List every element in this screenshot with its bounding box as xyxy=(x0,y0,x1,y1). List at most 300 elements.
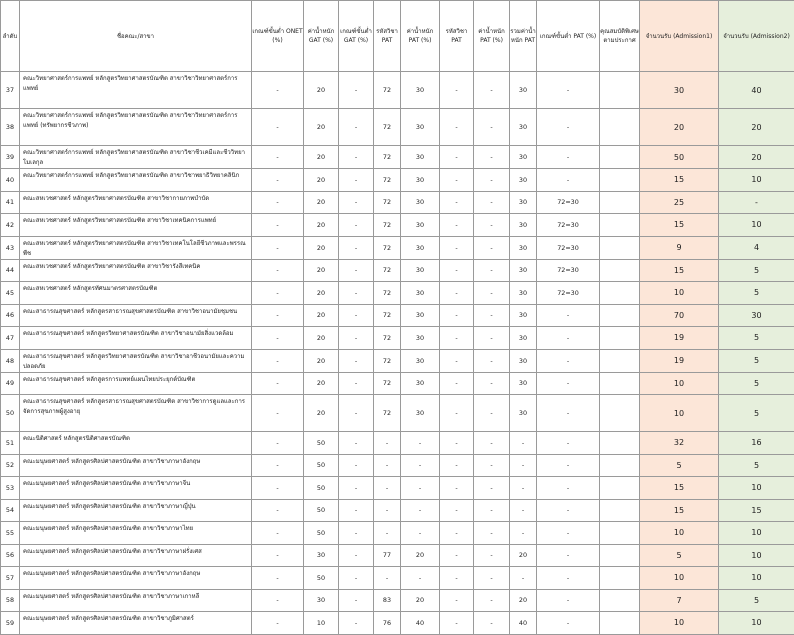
cell-admission1: 15 xyxy=(640,499,719,522)
cell-name: คณะสาธารณสุขศาสตร์ หลักสูตรวิทยาศาสตรบัณฑิต สาขาวิชาอนามัยสิ่งแวดล้อม xyxy=(20,327,252,350)
cell-pat-a-weight: 30 xyxy=(401,282,440,305)
cell-pat-b-subject: - xyxy=(440,432,474,455)
cell-pat-min: 72=30 xyxy=(537,191,600,214)
cell-admission2: 16 xyxy=(719,432,794,455)
cell-pat-total-weight: 30 xyxy=(510,395,537,432)
cell-pat-b-subject: - xyxy=(440,259,474,282)
cell-special xyxy=(600,109,640,146)
cell-admission1: 20 xyxy=(640,109,719,146)
cell-pat-a-weight: - xyxy=(401,522,440,545)
cell-gat-weight: 20 xyxy=(304,236,339,259)
cell-pat-total-weight: - xyxy=(510,454,537,477)
cell-pat-total-weight: 30 xyxy=(510,72,537,109)
cell-name: คณะวิทยาศาสตร์การแพทย์ หลักสูตรวิทยาศาสตรบัณฑิต สาขาวิชาวิทยาศาสตร์การแพทย์ (ทรัพยากรชีวภาพ) xyxy=(20,109,252,146)
header-admission1: จำนวนรับ (Admission1) xyxy=(640,1,719,72)
cell-pat-b-subject: - xyxy=(440,544,474,567)
cell-pat-b-weight: - xyxy=(474,544,510,567)
cell-gat-weight: 20 xyxy=(304,259,339,282)
cell-pat-a-subject: 72 xyxy=(374,109,401,146)
cell-name: คณะมนุษยศาสตร์ หลักสูตรศิลปศาสตรบัณฑิต สาขาวิชาภาษาไทย xyxy=(20,522,252,545)
cell-seq: 43 xyxy=(1,236,20,259)
cell-pat-min: - xyxy=(537,395,600,432)
cell-seq: 54 xyxy=(1,499,20,522)
cell-pat-total-weight: 30 xyxy=(510,327,537,350)
cell-pat-min: - xyxy=(537,499,600,522)
cell-pat-min: - xyxy=(537,327,600,350)
cell-pat-min: - xyxy=(537,477,600,500)
cell-gat-min: - xyxy=(339,304,374,327)
cell-gat-min: - xyxy=(339,72,374,109)
cell-admission1: 10 xyxy=(640,567,719,590)
cell-pat-b-weight: - xyxy=(474,236,510,259)
cell-gat-min: - xyxy=(339,282,374,305)
cell-onet-min: - xyxy=(252,499,304,522)
cell-admission1: 9 xyxy=(640,236,719,259)
cell-pat-total-weight: 30 xyxy=(510,236,537,259)
cell-gat-min: - xyxy=(339,259,374,282)
cell-seq: 38 xyxy=(1,109,20,146)
cell-pat-total-weight: - xyxy=(510,432,537,455)
cell-seq: 37 xyxy=(1,72,20,109)
cell-name: คณะนิติศาสตร์ หลักสูตรนิติศาสตรบัณฑิต xyxy=(20,432,252,455)
cell-pat-min: - xyxy=(537,544,600,567)
cell-seq: 52 xyxy=(1,454,20,477)
cell-name: คณะสาธารณสุขศาสตร์ หลักสูตรสาธารณสุขศาสตรบัณฑิต สาขาวิชาอนามัยชุมชน xyxy=(20,304,252,327)
cell-pat-a-subject: 72 xyxy=(374,259,401,282)
cell-pat-a-subject: 72 xyxy=(374,169,401,192)
cell-pat-total-weight: 30 xyxy=(510,282,537,305)
cell-pat-a-weight: - xyxy=(401,499,440,522)
cell-onet-min: - xyxy=(252,589,304,612)
cell-pat-b-weight: - xyxy=(474,349,510,372)
cell-pat-b-weight: - xyxy=(474,454,510,477)
cell-pat-b-subject: - xyxy=(440,522,474,545)
cell-pat-total-weight: 30 xyxy=(510,109,537,146)
cell-seq: 45 xyxy=(1,282,20,305)
cell-pat-a-weight: - xyxy=(401,454,440,477)
cell-gat-weight: 20 xyxy=(304,109,339,146)
table-row xyxy=(1,191,794,214)
cell-pat-total-weight: - xyxy=(510,477,537,500)
cell-gat-weight: 30 xyxy=(304,544,339,567)
cell-pat-b-weight: - xyxy=(474,589,510,612)
cell-onet-min: - xyxy=(252,567,304,590)
cell-special xyxy=(600,567,640,590)
cell-admission2: 10 xyxy=(719,477,794,500)
cell-special xyxy=(600,169,640,192)
cell-name: คณะวิทยาศาสตร์การแพทย์ หลักสูตรวิทยาศาสตรบัณฑิต สาขาวิชาพยาธิวิทยาคลินิก xyxy=(20,169,252,192)
cell-pat-min: - xyxy=(537,349,600,372)
cell-gat-weight: 30 xyxy=(304,589,339,612)
cell-onet-min: - xyxy=(252,349,304,372)
cell-admission2: 5 xyxy=(719,395,794,432)
cell-pat-min: - xyxy=(537,567,600,590)
cell-pat-a-weight: 30 xyxy=(401,146,440,169)
cell-pat-min: 72=30 xyxy=(537,282,600,305)
cell-onet-min: - xyxy=(252,214,304,237)
cell-name: คณะวิทยาศาสตร์การแพทย์ หลักสูตรวิทยาศาสตรบัณฑิต สาขาวิชาวิทยาศาสตร์การแพทย์ xyxy=(20,72,252,109)
cell-pat-a-weight: 20 xyxy=(401,589,440,612)
cell-admission2: 5 xyxy=(719,589,794,612)
header-admission2: จำนวนรับ (Admission2) xyxy=(719,1,794,72)
cell-pat-b-weight: - xyxy=(474,109,510,146)
cell-pat-a-subject: 72 xyxy=(374,372,401,395)
cell-pat-a-subject: 72 xyxy=(374,282,401,305)
table-row xyxy=(1,109,794,146)
cell-admission2: 10 xyxy=(719,169,794,192)
cell-onet-min: - xyxy=(252,612,304,635)
cell-admission2: 4 xyxy=(719,236,794,259)
cell-gat-weight: 20 xyxy=(304,72,339,109)
cell-pat-b-subject: - xyxy=(440,214,474,237)
cell-admission2: 10 xyxy=(719,522,794,545)
table-header xyxy=(1,1,794,72)
cell-pat-min: 72=30 xyxy=(537,259,600,282)
cell-seq: 57 xyxy=(1,567,20,590)
cell-admission2: 20 xyxy=(719,109,794,146)
cell-special xyxy=(600,477,640,500)
cell-admission1: 15 xyxy=(640,214,719,237)
cell-admission1: 70 xyxy=(640,304,719,327)
cell-gat-min: - xyxy=(339,146,374,169)
cell-pat-total-weight: 30 xyxy=(510,304,537,327)
cell-special xyxy=(600,395,640,432)
cell-pat-a-weight: 30 xyxy=(401,395,440,432)
cell-seq: 53 xyxy=(1,477,20,500)
cell-admission1: 50 xyxy=(640,146,719,169)
header-pat-b-weight: ค่าน้ำหนัก PAT (%) xyxy=(474,1,510,72)
cell-pat-a-subject: 72 xyxy=(374,395,401,432)
cell-pat-min: - xyxy=(537,109,600,146)
table-row xyxy=(1,349,794,372)
cell-gat-weight: 20 xyxy=(304,282,339,305)
cell-admission2: 10 xyxy=(719,612,794,635)
cell-admission2: 10 xyxy=(719,544,794,567)
cell-seq: 46 xyxy=(1,304,20,327)
cell-gat-min: - xyxy=(339,544,374,567)
cell-admission1: 15 xyxy=(640,259,719,282)
cell-pat-b-weight: - xyxy=(474,432,510,455)
header-name: ชื่อคณะ/สาขา xyxy=(20,1,252,72)
cell-pat-b-weight: - xyxy=(474,304,510,327)
cell-pat-a-weight: 30 xyxy=(401,327,440,350)
cell-gat-min: - xyxy=(339,236,374,259)
table-row xyxy=(1,214,794,237)
cell-admission2: 5 xyxy=(719,454,794,477)
cell-pat-total-weight: - xyxy=(510,522,537,545)
cell-pat-a-weight: 30 xyxy=(401,236,440,259)
cell-gat-weight: 50 xyxy=(304,567,339,590)
cell-pat-a-weight: - xyxy=(401,432,440,455)
cell-pat-b-weight: - xyxy=(474,477,510,500)
cell-name: คณะมนุษยศาสตร์ หลักสูตรศิลปศาสตรบัณฑิต สาขาวิชาภาษาฝรั่งเศส xyxy=(20,544,252,567)
cell-seq: 44 xyxy=(1,259,20,282)
cell-name: คณะสาธารณสุขศาสตร์ หลักสูตรการแพทย์แผนไทยประยุกต์บัณฑิต xyxy=(20,372,252,395)
cell-pat-min: - xyxy=(537,612,600,635)
cell-pat-a-subject: - xyxy=(374,522,401,545)
cell-pat-min: 72=30 xyxy=(537,236,600,259)
cell-pat-total-weight: 20 xyxy=(510,544,537,567)
cell-special xyxy=(600,327,640,350)
cell-admission2: 5 xyxy=(719,259,794,282)
header-seq: ลำดับ xyxy=(1,1,20,72)
cell-pat-a-subject: 72 xyxy=(374,327,401,350)
cell-pat-b-weight: - xyxy=(474,146,510,169)
cell-admission2: 5 xyxy=(719,372,794,395)
cell-special xyxy=(600,146,640,169)
cell-pat-total-weight: 30 xyxy=(510,146,537,169)
cell-name: คณะมนุษยศาสตร์ หลักสูตรศิลปศาสตรบัณฑิต สาขาวิชาภาษาอังกฤษ xyxy=(20,567,252,590)
cell-special xyxy=(600,454,640,477)
table-row xyxy=(1,169,794,192)
cell-gat-weight: 50 xyxy=(304,522,339,545)
cell-pat-b-subject: - xyxy=(440,169,474,192)
cell-pat-a-subject: - xyxy=(374,477,401,500)
cell-pat-a-subject: 72 xyxy=(374,349,401,372)
cell-gat-min: - xyxy=(339,612,374,635)
cell-pat-b-subject: - xyxy=(440,191,474,214)
cell-pat-min: - xyxy=(537,304,600,327)
cell-pat-a-weight: 30 xyxy=(401,259,440,282)
cell-gat-weight: 20 xyxy=(304,304,339,327)
cell-admission1: 15 xyxy=(640,169,719,192)
cell-pat-b-subject: - xyxy=(440,304,474,327)
cell-special xyxy=(600,72,640,109)
cell-seq: 56 xyxy=(1,544,20,567)
cell-gat-min: - xyxy=(339,191,374,214)
cell-pat-min: - xyxy=(537,169,600,192)
cell-onet-min: - xyxy=(252,236,304,259)
table-row xyxy=(1,236,794,259)
cell-pat-total-weight: 30 xyxy=(510,259,537,282)
cell-seq: 47 xyxy=(1,327,20,350)
cell-pat-a-weight: 30 xyxy=(401,372,440,395)
cell-special xyxy=(600,304,640,327)
cell-admission1: 10 xyxy=(640,522,719,545)
cell-admission2: 5 xyxy=(719,282,794,305)
cell-gat-min: - xyxy=(339,395,374,432)
cell-name: คณะสหเวชศาสตร์ หลักสูตรวิทยาศาสตรบัณฑิต สาขาวิชารังสีเทคนิค xyxy=(20,259,252,282)
cell-gat-min: - xyxy=(339,349,374,372)
cell-pat-total-weight: - xyxy=(510,567,537,590)
table-row xyxy=(1,432,794,455)
cell-pat-min: 72=30 xyxy=(537,214,600,237)
cell-pat-a-subject: 72 xyxy=(374,191,401,214)
cell-gat-weight: 20 xyxy=(304,146,339,169)
cell-admission1: 10 xyxy=(640,612,719,635)
cell-pat-b-weight: - xyxy=(474,282,510,305)
cell-special xyxy=(600,282,640,305)
cell-pat-b-subject: - xyxy=(440,477,474,500)
table-body xyxy=(1,72,794,635)
cell-special xyxy=(600,349,640,372)
cell-pat-b-subject: - xyxy=(440,282,474,305)
cell-special xyxy=(600,432,640,455)
cell-pat-b-weight: - xyxy=(474,372,510,395)
cell-name: คณะมนุษยศาสตร์ หลักสูตรศิลปศาสตรบัณฑิต สาขาวิชาภาษาเกาหลี xyxy=(20,589,252,612)
cell-pat-a-weight: 30 xyxy=(401,109,440,146)
table-row xyxy=(1,282,794,305)
cell-admission2: 5 xyxy=(719,327,794,350)
cell-gat-weight: 50 xyxy=(304,499,339,522)
cell-gat-weight: 50 xyxy=(304,477,339,500)
cell-admission2: 15 xyxy=(719,499,794,522)
cell-seq: 49 xyxy=(1,372,20,395)
cell-gat-min: - xyxy=(339,454,374,477)
cell-seq: 48 xyxy=(1,349,20,372)
cell-seq: 40 xyxy=(1,169,20,192)
cell-pat-a-weight: - xyxy=(401,477,440,500)
cell-seq: 39 xyxy=(1,146,20,169)
cell-pat-b-weight: - xyxy=(474,72,510,109)
table-row xyxy=(1,454,794,477)
cell-gat-min: - xyxy=(339,214,374,237)
cell-pat-a-weight: 30 xyxy=(401,169,440,192)
cell-pat-b-weight: - xyxy=(474,395,510,432)
cell-seq: 51 xyxy=(1,432,20,455)
cell-admission1: 10 xyxy=(640,372,719,395)
header-onet-min: เกณฑ์ขั้นต่ำ ONET (%) xyxy=(252,1,304,72)
cell-pat-a-subject: 83 xyxy=(374,589,401,612)
cell-special xyxy=(600,544,640,567)
cell-pat-total-weight: 20 xyxy=(510,589,537,612)
cell-gat-weight: 20 xyxy=(304,169,339,192)
cell-pat-b-subject: - xyxy=(440,612,474,635)
cell-pat-b-weight: - xyxy=(474,522,510,545)
cell-pat-a-subject: 72 xyxy=(374,146,401,169)
cell-gat-min: - xyxy=(339,432,374,455)
cell-pat-a-weight: 30 xyxy=(401,72,440,109)
header-pat-a-subject: รหัสวิชา PAT xyxy=(374,1,401,72)
cell-pat-a-subject: - xyxy=(374,432,401,455)
cell-pat-min: - xyxy=(537,72,600,109)
cell-name: คณะมนุษยศาสตร์ หลักสูตรศิลปศาสตรบัณฑิต สาขาวิชาภาษาอังกฤษ xyxy=(20,454,252,477)
cell-pat-a-weight: 40 xyxy=(401,612,440,635)
header-gat-weight: ค่าน้ำหนัก GAT (%) xyxy=(304,1,339,72)
cell-name: คณะสาธารณสุขศาสตร์ หลักสูตรวิทยาศาสตรบัณฑิต สาขาวิชาอาชีวอนามัยและความปลอดภัย xyxy=(20,349,252,372)
cell-gat-weight: 20 xyxy=(304,372,339,395)
cell-pat-b-subject: - xyxy=(440,236,474,259)
cell-special xyxy=(600,259,640,282)
cell-pat-b-subject: - xyxy=(440,109,474,146)
cell-admission1: 7 xyxy=(640,589,719,612)
cell-special xyxy=(600,191,640,214)
cell-pat-b-subject: - xyxy=(440,589,474,612)
header-pat-min: เกณฑ์ขั้นต่ำ PAT (%) xyxy=(537,1,600,72)
table-row xyxy=(1,499,794,522)
cell-gat-weight: 50 xyxy=(304,432,339,455)
cell-gat-min: - xyxy=(339,567,374,590)
cell-onet-min: - xyxy=(252,282,304,305)
table-row xyxy=(1,304,794,327)
cell-pat-a-weight: 20 xyxy=(401,544,440,567)
cell-name: คณะสหเวชศาสตร์ หลักสูตรวิทยาศาสตรบัณฑิต สาขาวิชาเทคนิคการแพทย์ xyxy=(20,214,252,237)
cell-gat-min: - xyxy=(339,589,374,612)
cell-pat-a-subject: 72 xyxy=(374,72,401,109)
cell-special xyxy=(600,612,640,635)
cell-name: คณะมนุษยศาสตร์ หลักสูตรศิลปศาสตรบัณฑิต สาขาวิชาภาษาญี่ปุ่น xyxy=(20,499,252,522)
cell-gat-weight: 20 xyxy=(304,395,339,432)
cell-onet-min: - xyxy=(252,544,304,567)
cell-pat-b-subject: - xyxy=(440,454,474,477)
cell-onet-min: - xyxy=(252,432,304,455)
cell-pat-a-weight: 30 xyxy=(401,349,440,372)
cell-gat-weight: 20 xyxy=(304,191,339,214)
cell-pat-min: - xyxy=(537,589,600,612)
cell-admission1: 32 xyxy=(640,432,719,455)
cell-pat-total-weight: 30 xyxy=(510,191,537,214)
cell-name: คณะมนุษยศาสตร์ หลักสูตรศิลปศาสตรบัณฑิต สาขาวิชาภาษาจีน xyxy=(20,477,252,500)
cell-pat-a-subject: - xyxy=(374,454,401,477)
cell-seq: 42 xyxy=(1,214,20,237)
cell-name: คณะสหเวชศาสตร์ หลักสูตรวิทยาศาสตรบัณฑิต สาขาวิชาเทคโนโลยีชีวภาพและพรรณพืช xyxy=(20,236,252,259)
cell-pat-b-subject: - xyxy=(440,146,474,169)
cell-pat-b-subject: - xyxy=(440,395,474,432)
cell-admission2: 5 xyxy=(719,349,794,372)
cell-special xyxy=(600,214,640,237)
cell-onet-min: - xyxy=(252,477,304,500)
table-row xyxy=(1,327,794,350)
cell-pat-min: - xyxy=(537,454,600,477)
cell-pat-a-subject: 72 xyxy=(374,236,401,259)
cell-pat-a-subject: 72 xyxy=(374,214,401,237)
cell-seq: 55 xyxy=(1,522,20,545)
cell-pat-a-subject: - xyxy=(374,499,401,522)
cell-pat-total-weight: 40 xyxy=(510,612,537,635)
cell-gat-min: - xyxy=(339,327,374,350)
cell-onet-min: - xyxy=(252,146,304,169)
cell-gat-weight: 10 xyxy=(304,612,339,635)
cell-pat-b-weight: - xyxy=(474,567,510,590)
cell-gat-min: - xyxy=(339,522,374,545)
cell-pat-b-weight: - xyxy=(474,327,510,350)
table-row xyxy=(1,372,794,395)
cell-pat-b-subject: - xyxy=(440,372,474,395)
cell-gat-min: - xyxy=(339,169,374,192)
table-row xyxy=(1,612,794,635)
cell-pat-total-weight: 30 xyxy=(510,169,537,192)
cell-admission1: 10 xyxy=(640,282,719,305)
cell-pat-b-subject: - xyxy=(440,349,474,372)
table-row xyxy=(1,72,794,109)
header-pat-a-weight: ค่าน้ำหนัก PAT (%) xyxy=(401,1,440,72)
cell-special xyxy=(600,372,640,395)
table-row xyxy=(1,146,794,169)
cell-pat-b-subject: - xyxy=(440,567,474,590)
cell-pat-b-weight: - xyxy=(474,169,510,192)
cell-pat-a-subject: 76 xyxy=(374,612,401,635)
cell-admission1: 10 xyxy=(640,395,719,432)
table-row xyxy=(1,567,794,590)
cell-name: คณะสหเวชศาสตร์ หลักสูตรวิทยาศาสตรบัณฑิต สาขาวิชากายภาพบำบัด xyxy=(20,191,252,214)
cell-onet-min: - xyxy=(252,259,304,282)
cell-pat-a-weight: 30 xyxy=(401,304,440,327)
cell-onet-min: - xyxy=(252,72,304,109)
header-special: คุณสมบัติพิเศษตามประกาศ xyxy=(600,1,640,72)
table-row xyxy=(1,259,794,282)
cell-onet-min: - xyxy=(252,372,304,395)
cell-onet-min: - xyxy=(252,304,304,327)
cell-pat-b-subject: - xyxy=(440,72,474,109)
cell-gat-weight: 20 xyxy=(304,349,339,372)
cell-pat-min: - xyxy=(537,146,600,169)
header-pat-total-weight: รวมค่าน้ำหนัก PAT xyxy=(510,1,537,72)
cell-pat-min: - xyxy=(537,522,600,545)
table-row xyxy=(1,544,794,567)
cell-special xyxy=(600,499,640,522)
cell-admission1: 30 xyxy=(640,72,719,109)
cell-pat-total-weight: 30 xyxy=(510,372,537,395)
